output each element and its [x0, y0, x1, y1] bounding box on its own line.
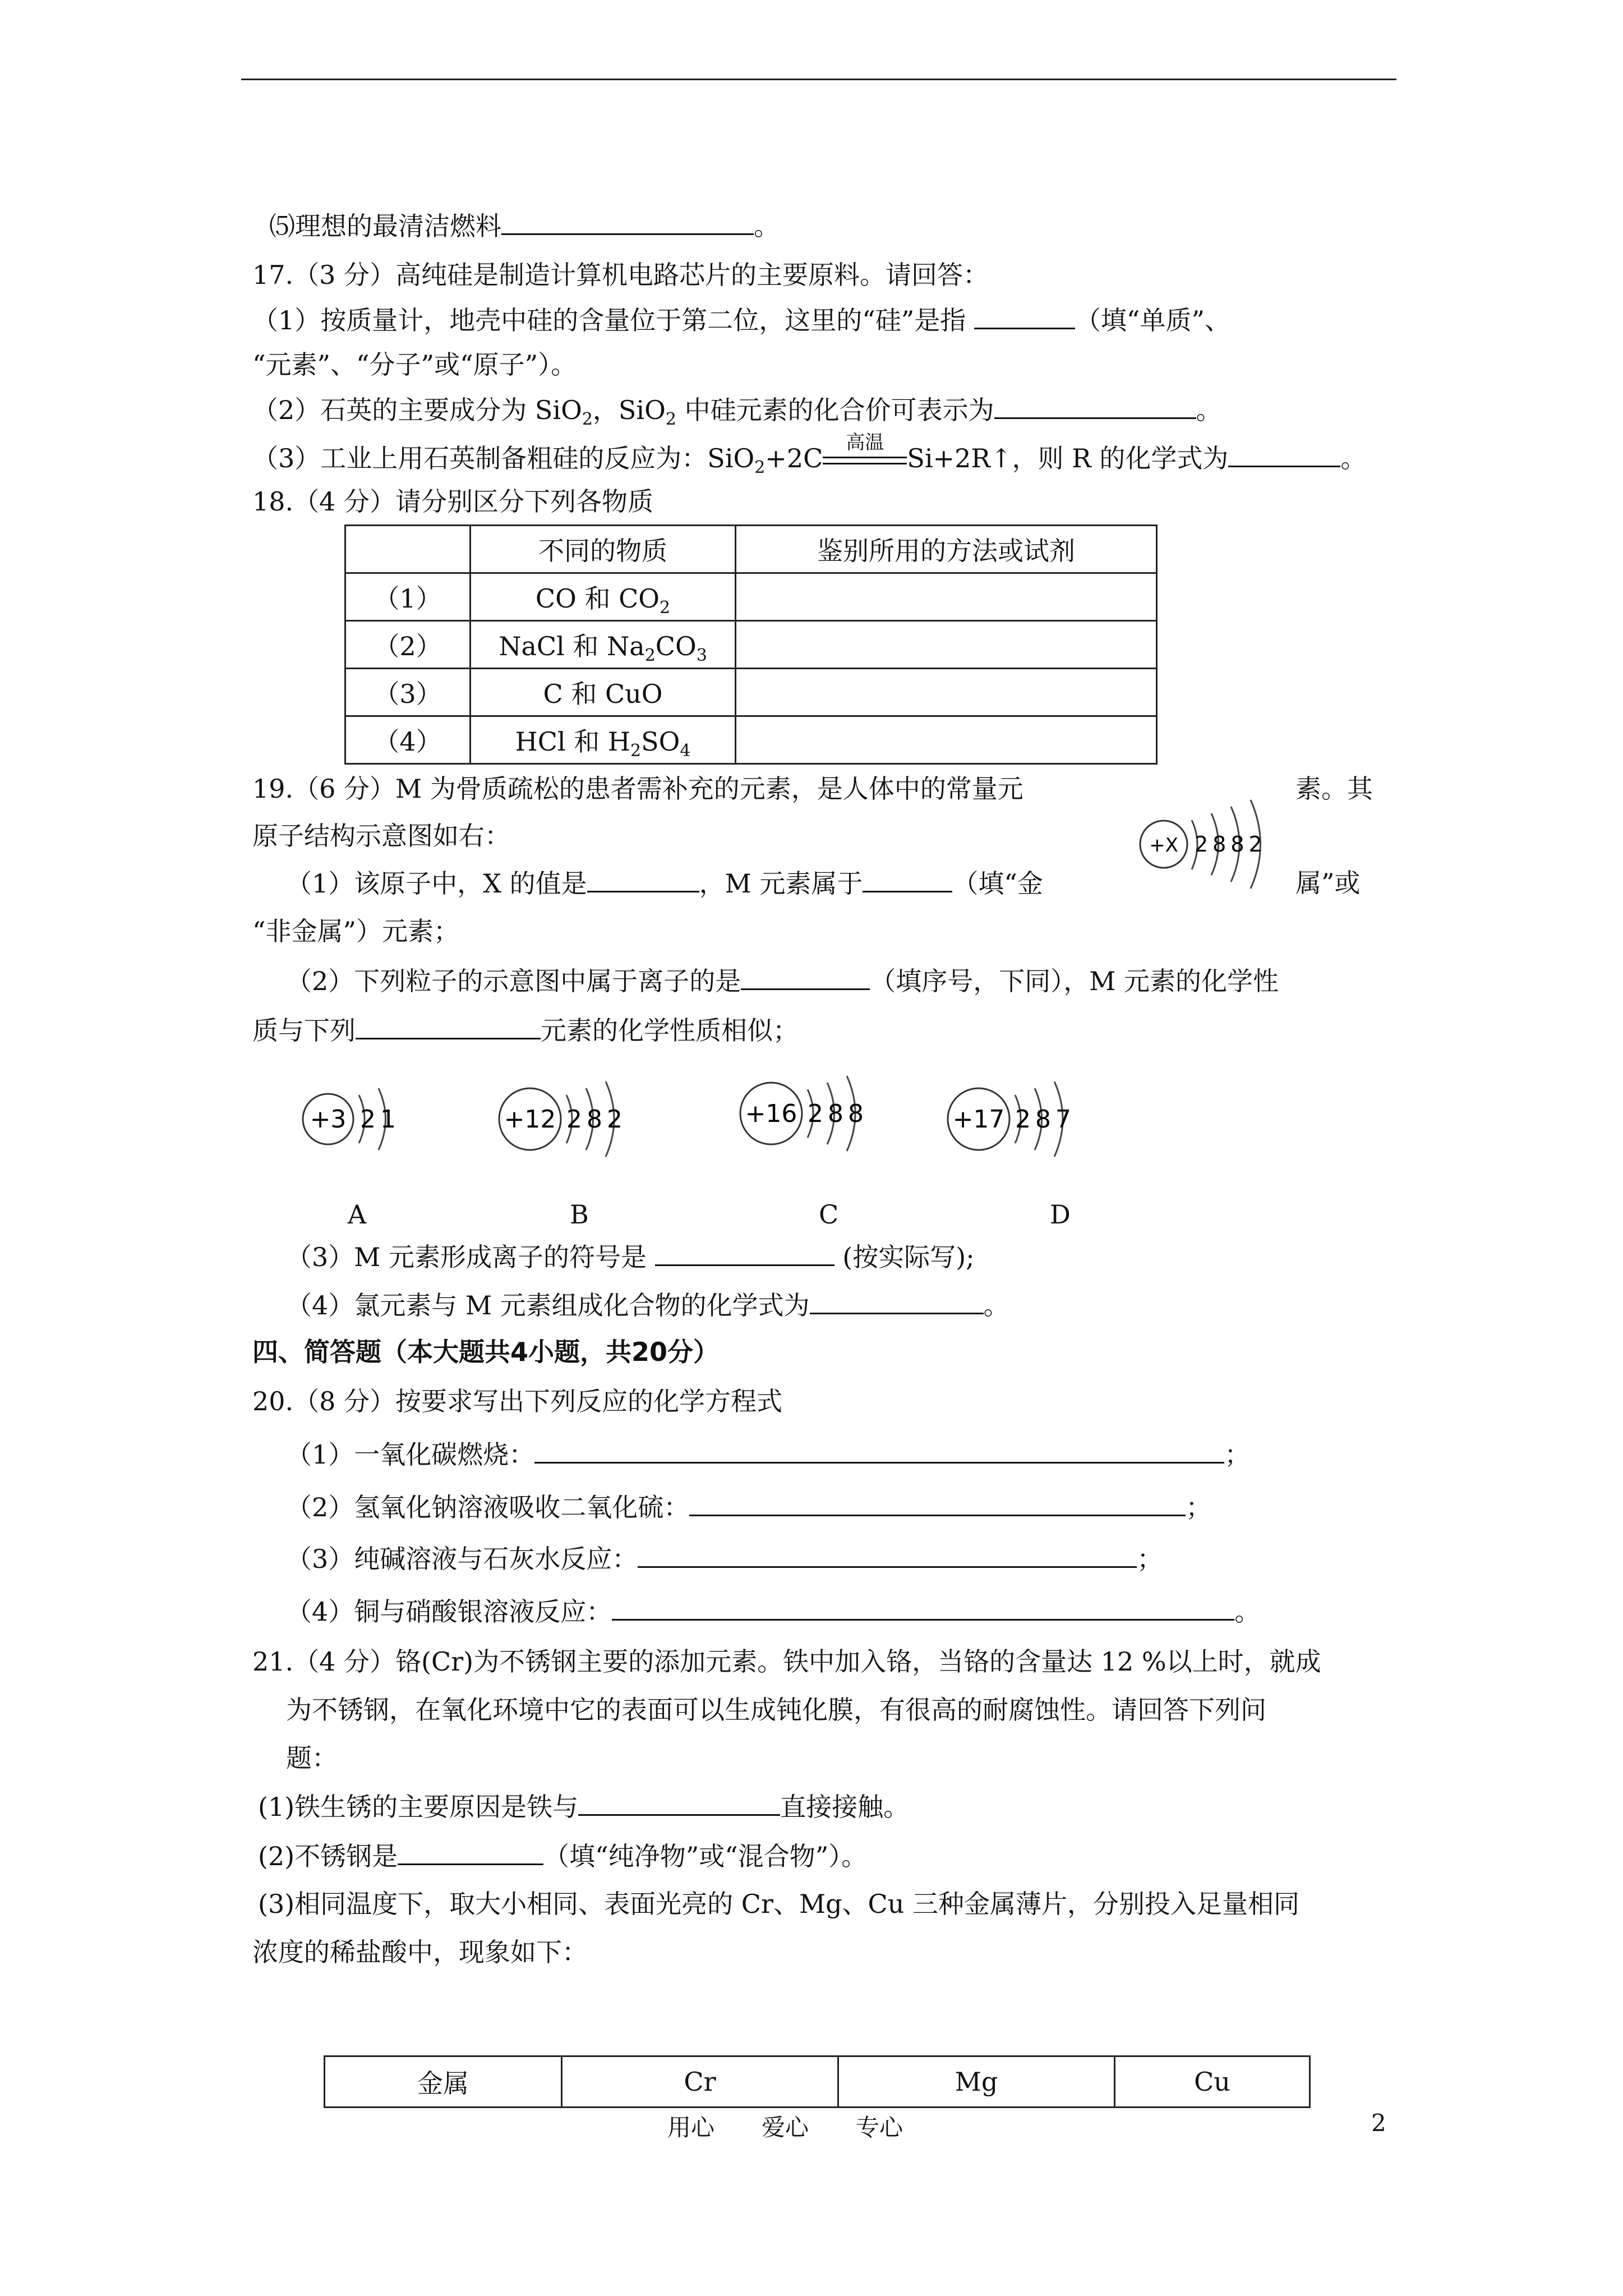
table-header-empty — [345, 526, 471, 573]
reaction-condition: 高温 — [846, 431, 884, 454]
table-row — [345, 716, 1157, 764]
q21-s2: (2)不锈钢是 （填“纯净物”或“混合物”）。 — [258, 1839, 867, 1873]
q17-s3: （3）工业上用石英制备粗硅的反应为：SiO$_2$+2C 高温 Si+2R↑，则 R 的化学式为 。 — [252, 441, 1366, 475]
svg-text:+17: +17 — [952, 1105, 1005, 1134]
m-atom-diagram — [1138, 785, 1284, 900]
q19-line1b: 素。其 — [1295, 774, 1373, 804]
q19-line8: （4）氯元素与 M 元素组成化合物的化学式为 。 — [286, 1288, 1009, 1322]
svg-text:21: 21 — [360, 1105, 400, 1134]
atom-label-a: A — [348, 1199, 367, 1230]
answer-cell[interactable] — [736, 716, 1157, 764]
answer-blank[interactable] — [534, 1437, 1224, 1464]
q21-s3: (3)相同温度下，取大小相同、表面光亮的 Cr、Mg、Cu 三种金属薄片，分别投入足量相同 — [258, 1889, 1299, 1919]
atom-label-d: D — [1050, 1199, 1071, 1230]
atom-diagram-a — [297, 1066, 443, 1175]
row-number: （3） — [345, 669, 471, 716]
answer-blank[interactable] — [1228, 441, 1340, 467]
q19-line7: （3）M 元素形成离子的符号是 (按实际写); — [286, 1240, 975, 1274]
q18-table — [344, 524, 1158, 765]
svg-text:+12: +12 — [504, 1105, 556, 1134]
footer-motto: 用心 爱心 专心 — [667, 2114, 903, 2141]
answer-cell[interactable] — [736, 669, 1157, 716]
q20-head: 20.（8 分）按要求写出下列反应的化学方程式 — [252, 1386, 783, 1416]
answer-blank[interactable] — [587, 866, 699, 892]
row-number: （2） — [345, 621, 471, 669]
answer-blank[interactable] — [655, 1240, 834, 1266]
answer-blank[interactable] — [578, 1789, 780, 1816]
q21-s1: (1)铁生锈的主要原因是铁与 直接接触。 — [258, 1789, 909, 1824]
nucleus-label: +X — [1149, 834, 1178, 857]
table-header: 鉴别所用的方法或试剂 — [736, 526, 1157, 573]
substances: C 和 CuO — [471, 669, 736, 716]
answer-blank[interactable] — [974, 303, 1075, 329]
page-number: 2 — [1371, 2109, 1386, 2137]
row-number: （4） — [345, 716, 471, 764]
q17-head: 17.（3 分）高纯硅是制造计算机电路芯片的主要原料。请回答： — [252, 260, 989, 290]
answer-blank[interactable] — [741, 964, 870, 990]
table-header: 不同的物质 — [471, 526, 736, 573]
substances: HCl 和 $H_2SO_4$ — [471, 716, 736, 764]
q19-line6: 质与下列 元素的化学性质相似； — [252, 1013, 799, 1047]
table-row — [345, 573, 1157, 621]
answer-blank[interactable] — [810, 1288, 984, 1314]
q19-line2: 原子结构示意图如右： — [252, 821, 510, 851]
answer-blank[interactable] — [612, 1594, 1234, 1621]
q17-s1c: “元素”、“分子”或“原子”）。 — [252, 349, 577, 380]
svg-text:288: 288 — [808, 1099, 868, 1128]
q21-s3b: 浓度的稀盐酸中，现象如下： — [252, 1937, 588, 1967]
q19-line4: “非金属”）元素； — [252, 916, 460, 946]
q21-line2: 为不锈钢，在氧化环境中它的表面可以生成钝化膜，有很高的耐腐蚀性。请回答下列问 — [286, 1695, 1266, 1725]
q19-line3d: 属”或 — [1295, 868, 1361, 898]
substances: NaCl 和 $Na_2CO_3$ — [471, 621, 736, 669]
q19-line1a: 19.（6 分）M 为骨质疏松的患者需补充的元素，是人体中的常量元 — [252, 774, 1023, 804]
table-cell: Mg — [838, 2056, 1115, 2108]
answer-blank[interactable] — [398, 1839, 543, 1865]
atom-label-c: C — [819, 1199, 839, 1230]
answer-blank[interactable] — [689, 1490, 1186, 1516]
atom-diagram-d — [942, 1066, 1110, 1175]
answer-blank[interactable] — [994, 393, 1196, 419]
atom-diagram-c — [735, 1060, 903, 1169]
svg-text:+3: +3 — [310, 1105, 347, 1134]
q20-item2: （2）氢氧化钠溶液吸收二氧化硫： ； — [286, 1490, 1211, 1524]
q19-line5: （2）下列粒子的示意图中属于离子的是 （填序号，下同），M 元素的化学性 — [286, 964, 1279, 998]
table-cell: 金属 — [325, 2056, 562, 2108]
atom-diagram-b — [494, 1066, 662, 1175]
table-cell: Cu — [1115, 2056, 1310, 2108]
q20-item4: （4）铜与硝酸银溶液反应： 。 — [286, 1594, 1260, 1628]
answer-blank[interactable] — [356, 1013, 541, 1039]
svg-text:282: 282 — [566, 1105, 627, 1134]
table-cell: Cr — [562, 2056, 838, 2108]
svg-text:+16: +16 — [745, 1099, 797, 1128]
q21-table — [324, 2055, 1311, 2108]
q17-s2: （2）石英的主要成分为 SiO$_2$，SiO$_2$ 中硅元素的化合价可表示为 。 — [252, 393, 1222, 427]
q20-item3: （3）纯碱溶液与石灰水反应： ； — [286, 1542, 1163, 1576]
q21-line1: 21.（4 分）铬(Cr)为不锈钢主要的添加元素。铁中加入铬，当铬的含量达 12 %以上时，就成 — [252, 1646, 1321, 1677]
section-heading: 四、简答题（本大题共4小题，共20分） — [252, 1337, 720, 1367]
q17-s1: （1）按质量计，地壳中硅的含量位于第二位，这里的“硅”是指 （填“单质”、 — [252, 303, 1230, 337]
answer-blank[interactable] — [638, 1542, 1137, 1568]
table-row — [345, 621, 1157, 669]
row-number: （1） — [345, 573, 471, 621]
q20-item1: （1）一氧化碳燃烧： ； — [286, 1437, 1250, 1471]
answer-cell[interactable] — [736, 573, 1157, 621]
answer-blank[interactable] — [863, 866, 952, 892]
q16-item5: ⑸理想的最清洁燃料 。 — [269, 209, 780, 243]
substances: CO 和 $CO_2$ — [471, 573, 736, 621]
q18-head: 18.（4 分）请分别区分下列各物质 — [252, 486, 654, 517]
svg-text:287: 287 — [1015, 1105, 1076, 1134]
shells-label: 2882 — [1195, 832, 1267, 857]
table-row — [345, 669, 1157, 716]
q19-line3: （1）该原子中，X 的值是 ，M 元素属于 （填“金 — [286, 866, 1043, 900]
table-row — [325, 2056, 1310, 2108]
answer-cell[interactable] — [736, 621, 1157, 669]
atom-label-b: B — [570, 1199, 589, 1230]
answer-blank[interactable] — [501, 209, 754, 235]
header-rule — [241, 79, 1396, 80]
q21-line3: 题： — [286, 1743, 338, 1773]
